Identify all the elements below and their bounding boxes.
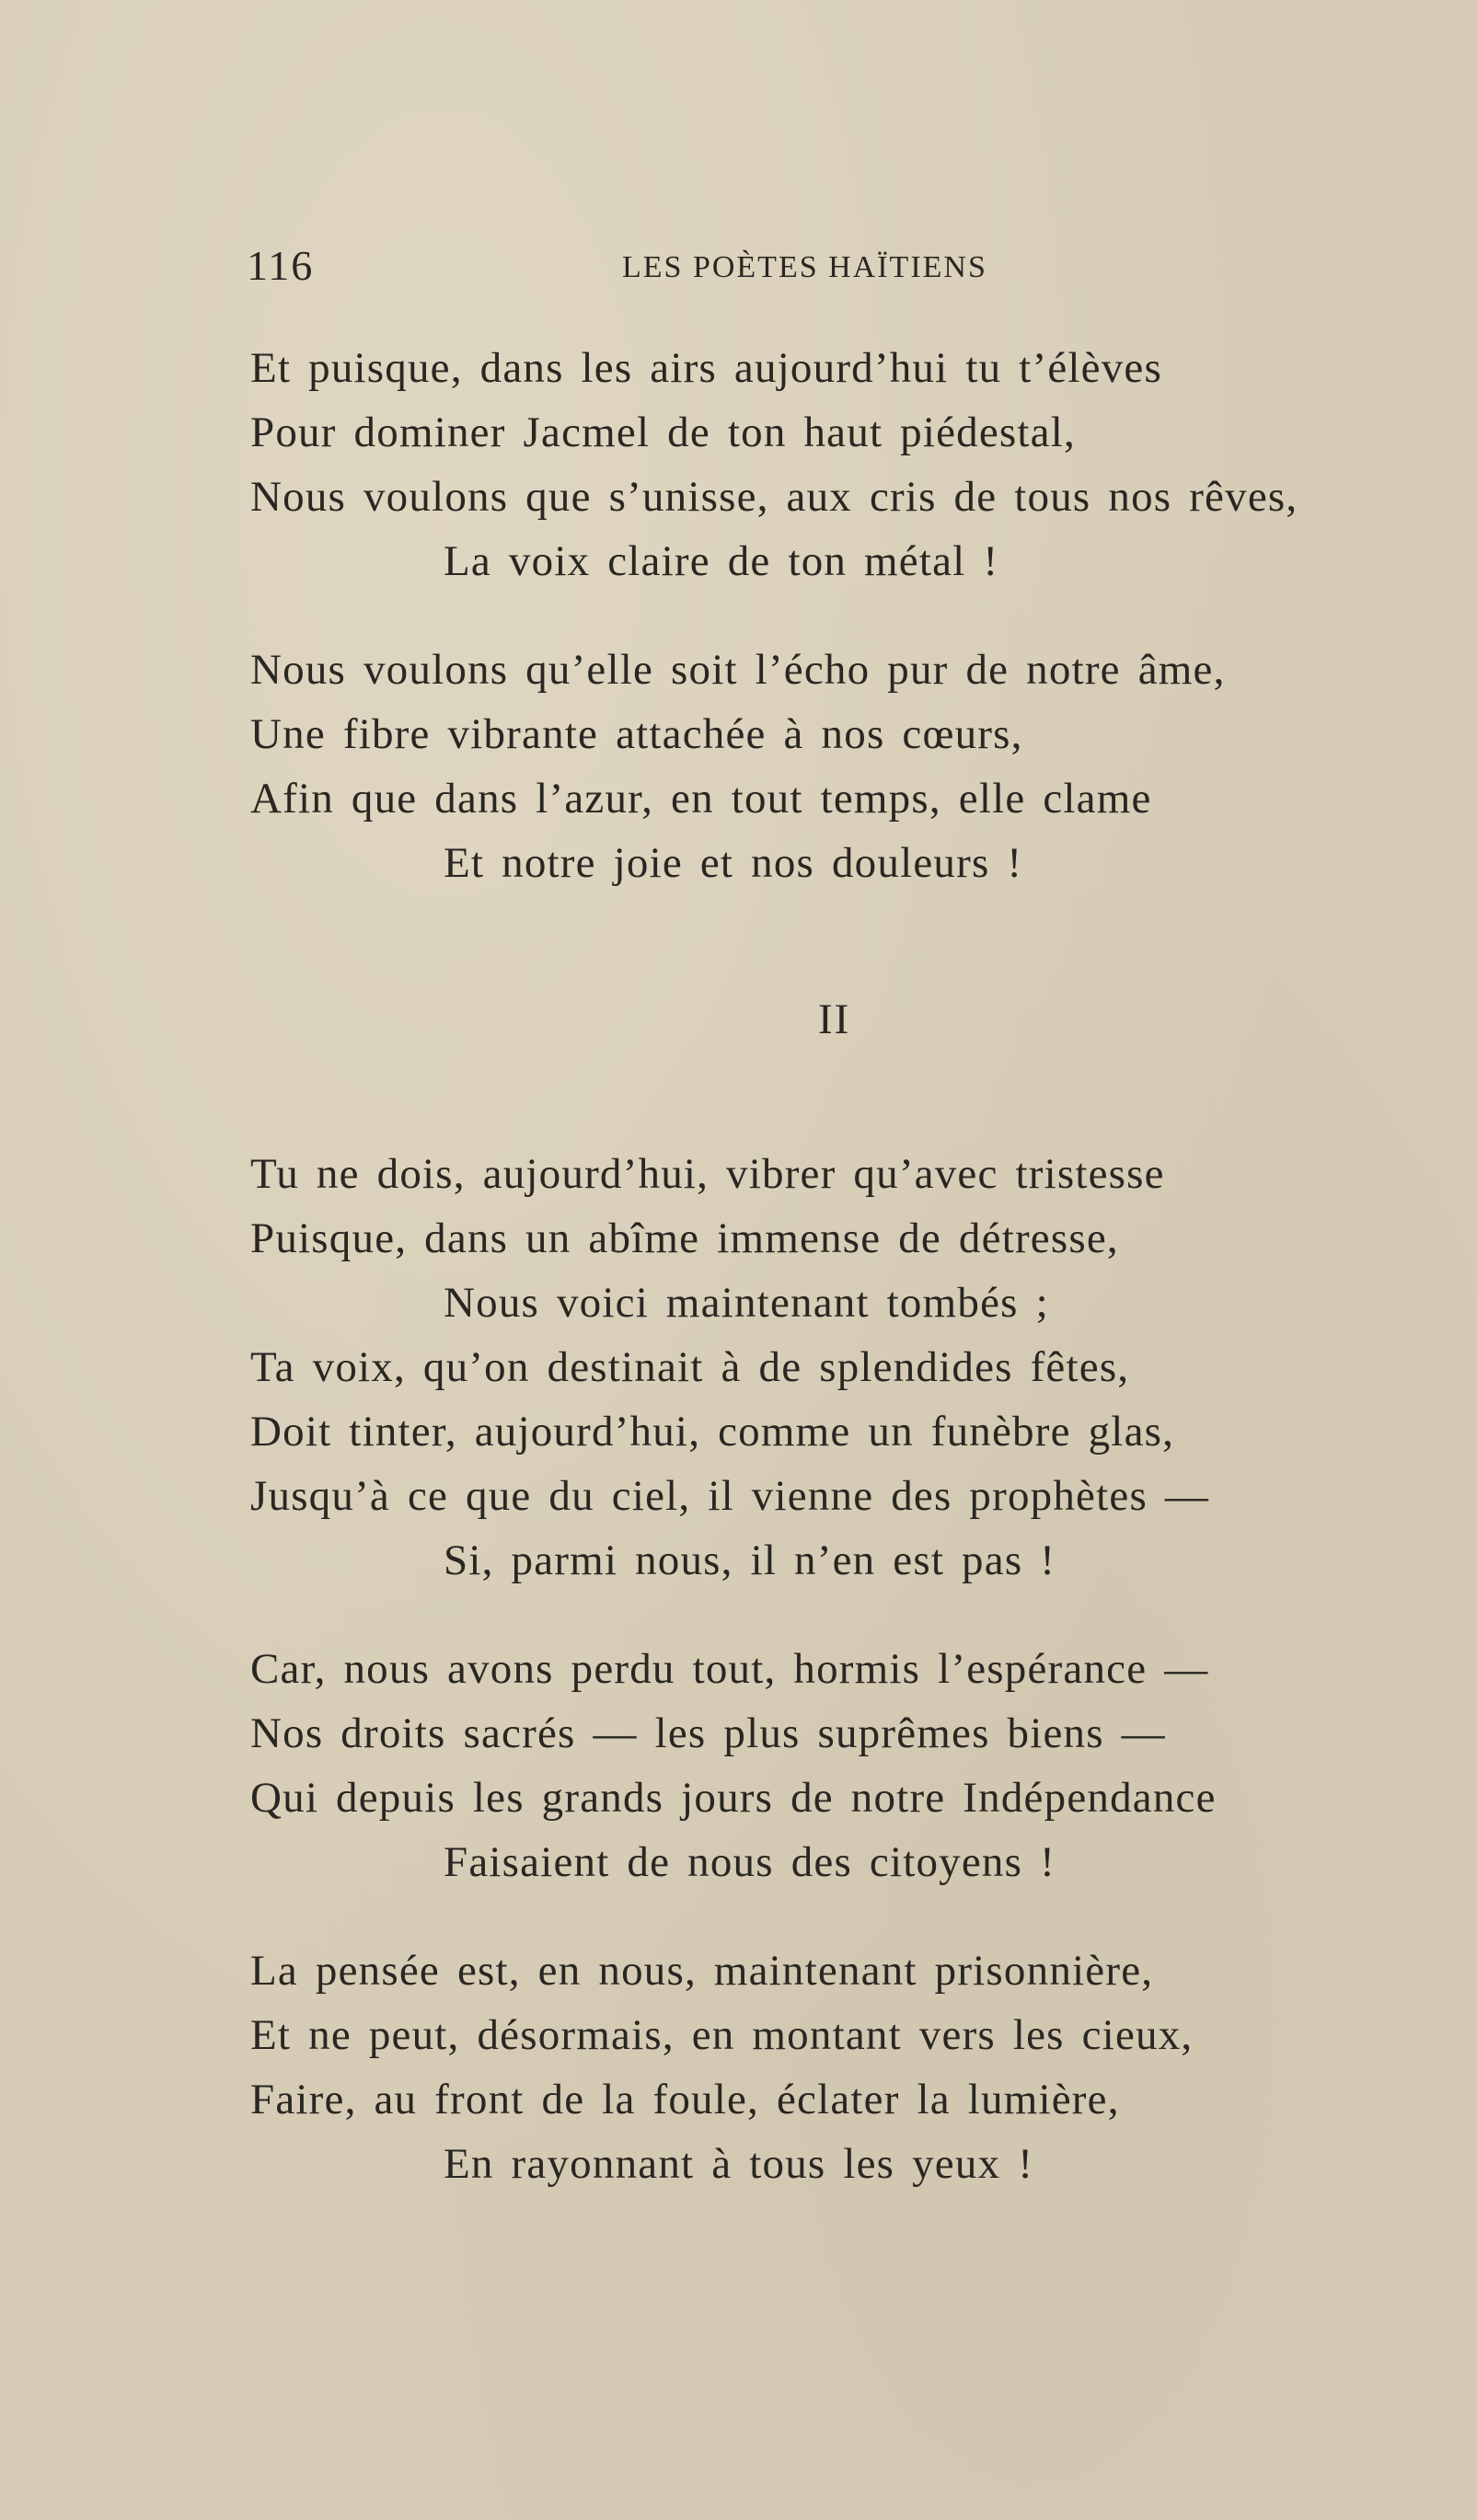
stanza — [250, 1142, 1447, 1593]
verse-line: Faire, au front de la foule, éclater la lumière, — [250, 2076, 1120, 2123]
verse-line: Qui depuis les grands jours de notre Indépendance — [250, 1774, 1217, 1822]
verse-line: Nous voulons que s’unisse, aux cris de tous nos rêves, — [250, 473, 1298, 521]
verse-line: Car, nous avons perdu tout, hormis l’espérance — — [250, 1645, 1209, 1693]
page-number: 116 — [247, 242, 315, 289]
stanza — [250, 1637, 1447, 1894]
verse-line: Si, parmi nous, il n’en est pas ! — [444, 1536, 1056, 1584]
verse-line: Et notre joie et nos douleurs ! — [444, 839, 1023, 887]
poem — [250, 336, 1447, 2240]
verse-line: Faisaient de nous des citoyens ! — [444, 1838, 1056, 1886]
verse-line: La voix claire de ton métal ! — [444, 537, 999, 585]
poem-part-1 — [250, 336, 1447, 895]
running-head: LES POÈTES HAÏTIENS — [622, 250, 987, 284]
stanza — [250, 1939, 1447, 2196]
verse-line: Nous voulons qu’elle soit l’écho pur de notre âme, — [250, 646, 1226, 694]
verse-line: Nos droits sacrés — les plus suprêmes biens — — [250, 1709, 1166, 1757]
verse-line: Doit tinter, aujourd’hui, comme un funèbre glas, — [250, 1408, 1175, 1456]
verse-line: La pensée est, en nous, maintenant prisonnière, — [250, 1947, 1154, 1995]
verse-line: Et puisque, dans les airs aujourd’hui tu t’élèves — [250, 344, 1162, 392]
verse-line: Afin que dans l’azur, en tout temps, elle clame — [250, 775, 1152, 823]
verse-line: Nous voici maintenant tombés ; — [444, 1279, 1049, 1327]
poem-part-2 — [250, 1142, 1447, 2196]
verse-line: Jusqu’à ce que du ciel, il vienne des prophètes — — [250, 1472, 1210, 1520]
verse-line: Pour dominer Jacmel de ton haut piédestal, — [250, 408, 1076, 456]
verse-line: Ta voix, qu’on destinait à de splendides fêtes, — [250, 1343, 1130, 1391]
verse-line: Puisque, dans un abîme immense de détresse, — [250, 1214, 1119, 1262]
stanza — [250, 638, 1447, 895]
verse-line: Une fibre vibrante attachée à nos cœurs, — [250, 710, 1023, 758]
verse-line: Tu ne dois, aujourd’hui, vibrer qu’avec tristesse — [250, 1150, 1165, 1198]
section-number: II — [818, 995, 851, 1043]
verse-line: Et ne peut, désormais, en montant vers les cieux, — [250, 2011, 1194, 2059]
verse-line: En rayonnant à tous les yeux ! — [444, 2140, 1034, 2188]
stanza — [250, 336, 1447, 593]
page-header — [247, 241, 1167, 296]
